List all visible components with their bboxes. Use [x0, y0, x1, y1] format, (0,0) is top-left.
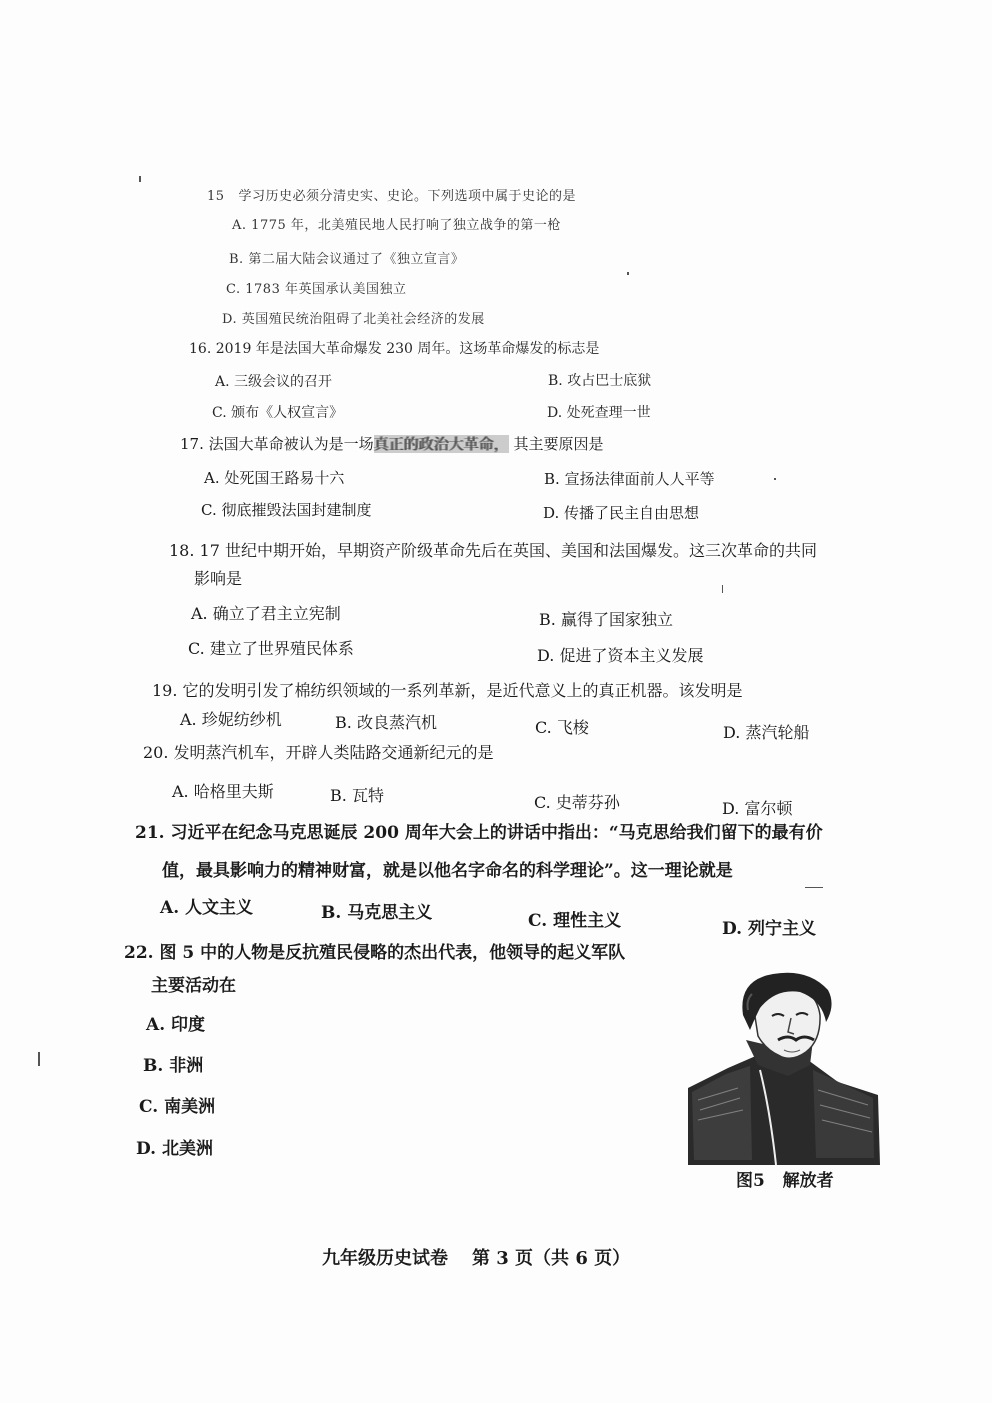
option-letter: D. — [222, 312, 238, 327]
option-b[interactable] — [330, 783, 384, 806]
option-a[interactable] — [232, 214, 561, 233]
question-number: 22. — [124, 943, 154, 963]
option-d[interactable] — [547, 402, 651, 422]
option-text: 史蒂芬孙 — [555, 793, 620, 812]
option-c[interactable] — [226, 278, 406, 297]
option-d[interactable] — [543, 502, 699, 523]
option-text: 彻底摧毁法国封建制度 — [221, 501, 372, 519]
option-b[interactable] — [335, 710, 437, 733]
option-letter: C. — [535, 718, 552, 737]
option-a[interactable] — [191, 601, 341, 624]
option-text: 印度 — [171, 1015, 206, 1035]
option-d[interactable] — [722, 914, 816, 939]
figure-caption — [736, 1166, 834, 1191]
figure-title: 解放者 — [782, 1171, 834, 1191]
question-stem — [189, 338, 599, 358]
option-b[interactable] — [143, 1051, 203, 1076]
question-text: 习近平在纪念马克思诞辰 200 周年大会上的讲话中指出：“马克思给我们留下的最有价 — [170, 823, 823, 843]
option-c[interactable] — [139, 1092, 215, 1117]
scan-speck — [774, 478, 776, 480]
option-b[interactable] — [539, 607, 673, 630]
option-letter: C. — [534, 793, 551, 812]
option-text: 三级会议的召开 — [234, 374, 333, 390]
question-text: 17 世纪中期开始，早期资产阶级革命先后在英国、美国和法国爆发。这三次革命的共同 — [199, 541, 817, 560]
option-text: 富尔顿 — [744, 799, 793, 818]
option-c[interactable] — [528, 906, 621, 931]
page-number: 第 3 页（共 6 页） — [472, 1248, 631, 1269]
question-text: 学习历史必须分清史实、史论。下列选项中属于史论的是 — [238, 189, 576, 204]
option-letter: C. — [226, 282, 241, 297]
question-stem-cont: 影响是 — [194, 569, 243, 588]
question-stem-cont: 值，最具影响力的精神财富，就是以他名字命名的科学理论”。这一理论就是 — [162, 861, 733, 881]
scan-speck — [722, 585, 723, 593]
option-text: 珍妮纺纱机 — [201, 710, 282, 729]
option-letter: A. — [180, 710, 197, 729]
option-letter: D. — [543, 504, 560, 522]
question-stem — [169, 538, 817, 561]
option-a[interactable] — [146, 1010, 205, 1035]
question-text: 2019 年是法国大革命爆发 230 周年。这场革命爆发的标志是 — [215, 341, 600, 357]
option-letter: D. — [537, 646, 555, 665]
option-b[interactable] — [321, 898, 432, 923]
option-letter: C. — [528, 911, 548, 931]
option-letter: B. — [330, 786, 347, 805]
option-c[interactable] — [212, 402, 343, 422]
option-letter: A. — [232, 218, 247, 233]
option-a[interactable] — [180, 707, 282, 730]
option-c[interactable] — [534, 790, 620, 813]
option-letter: B. — [539, 610, 556, 629]
option-letter: B. — [548, 373, 563, 389]
option-text: 第二届大陆会议通过了《独立宣言》 — [248, 252, 465, 267]
option-text: 处死国王路易十六 — [224, 469, 345, 487]
option-text: 确立了君主立宪制 — [212, 604, 341, 623]
question-number: 20. — [143, 743, 169, 762]
question-text: 图 5 中的人物是反抗殖民侵略的杰出代表，他领导的起义军队 — [159, 943, 626, 963]
option-c[interactable] — [201, 499, 372, 520]
scan-speck — [38, 1052, 40, 1066]
option-c[interactable] — [535, 715, 589, 738]
option-letter: A. — [191, 604, 208, 623]
question-text: 其主要原因是 — [513, 435, 604, 453]
option-text: 攻占巴士底狱 — [567, 373, 652, 389]
portrait-figure — [688, 970, 880, 1165]
option-text: 哈格里夫斯 — [193, 782, 274, 801]
option-text: 传播了民主自由思想 — [564, 504, 700, 522]
option-a[interactable] — [215, 371, 332, 391]
option-text: 人文主义 — [185, 898, 254, 918]
option-d[interactable] — [222, 308, 485, 327]
option-letter: D. — [722, 799, 740, 818]
option-text: 北美洲 — [161, 1139, 213, 1159]
option-text: 蒸汽轮船 — [745, 723, 810, 742]
question-text: 发明蒸汽机车，开辟人类陆路交通新纪元的是 — [173, 743, 494, 762]
option-letter: A. — [160, 898, 180, 918]
question-number: 18. — [169, 541, 195, 560]
option-letter: D. — [136, 1139, 157, 1159]
option-text: 列宁主义 — [747, 919, 816, 939]
option-letter: C. — [212, 405, 227, 421]
option-d[interactable] — [723, 720, 809, 743]
option-text: 1783 年英国承认美国独立 — [245, 282, 407, 297]
option-a[interactable] — [172, 779, 274, 802]
option-letter: D. — [547, 405, 563, 421]
question-stem — [143, 740, 494, 763]
option-text: 瓦特 — [351, 786, 384, 805]
option-text: 南美洲 — [164, 1097, 216, 1117]
option-d[interactable] — [722, 796, 792, 819]
question-text: 法国大革命被认为是一场 — [208, 435, 374, 453]
option-c[interactable] — [188, 636, 354, 659]
page-footer — [322, 1244, 654, 1270]
option-letter: B. — [321, 903, 342, 923]
option-letter: B. — [544, 470, 560, 488]
scan-speck — [627, 272, 629, 275]
portrait-image — [688, 970, 880, 1165]
scan-speck — [139, 176, 141, 182]
option-b[interactable] — [229, 248, 464, 267]
option-letter: A. — [215, 374, 230, 390]
option-text: 改良蒸汽机 — [356, 713, 437, 732]
question-stem — [180, 433, 603, 454]
option-letter: A. — [172, 782, 189, 801]
option-b[interactable] — [544, 468, 715, 489]
option-letter: B. — [143, 1056, 164, 1076]
option-text: 促进了资本主义发展 — [559, 646, 704, 665]
question-stem — [152, 678, 743, 701]
option-text: 颁布《人权宣言》 — [231, 405, 344, 421]
option-letter: B. — [335, 713, 352, 732]
option-letter: C. — [188, 639, 205, 658]
option-letter: C. — [139, 1097, 159, 1117]
option-text: 赢得了国家独立 — [560, 610, 673, 629]
option-text: 1775 年，北美殖民地人民打响了独立战争的第一枪 — [251, 218, 561, 233]
question-number: 15 — [207, 189, 225, 204]
option-text: 理性主义 — [553, 911, 622, 931]
option-letter: D. — [722, 919, 743, 939]
option-text: 宣扬法律面前人人平等 — [564, 470, 715, 488]
option-text: 建立了世界殖民体系 — [209, 639, 354, 658]
option-letter: A. — [204, 469, 220, 487]
option-a[interactable] — [204, 467, 344, 488]
option-text: 英国殖民统治阻碍了北美社会经济的发展 — [241, 312, 485, 327]
question-stem — [124, 938, 625, 963]
option-a[interactable] — [160, 893, 253, 918]
question-text: 它的发明引发了棉纺织领域的一系列革新，是近代意义上的真正机器。该发明是 — [182, 681, 743, 700]
option-letter: C. — [201, 501, 217, 519]
option-text: 飞梭 — [556, 718, 589, 737]
option-letter: B. — [229, 252, 244, 267]
question-stem — [207, 185, 576, 204]
option-letter: D. — [723, 723, 741, 742]
question-number: 17. — [180, 435, 204, 453]
option-text: 处死查理一世 — [566, 405, 651, 421]
option-letter: A. — [146, 1015, 166, 1035]
question-number: 21. — [135, 823, 165, 843]
option-text: 非洲 — [169, 1056, 204, 1076]
option-d[interactable] — [136, 1134, 213, 1159]
question-stem-cont: 主要活动在 — [151, 976, 236, 996]
question-stem — [135, 818, 823, 843]
option-d[interactable] — [537, 643, 703, 666]
smudged-text: 真正的政治大革命， — [373, 435, 509, 453]
option-text: 马克思主义 — [347, 903, 433, 923]
question-number: 19. — [152, 681, 178, 700]
scan-speck — [805, 887, 823, 888]
exam-title: 九年级历史试卷 — [322, 1248, 448, 1269]
option-b[interactable] — [548, 370, 651, 390]
figure-label: 图5 — [736, 1171, 765, 1191]
question-number: 16. — [189, 341, 212, 357]
